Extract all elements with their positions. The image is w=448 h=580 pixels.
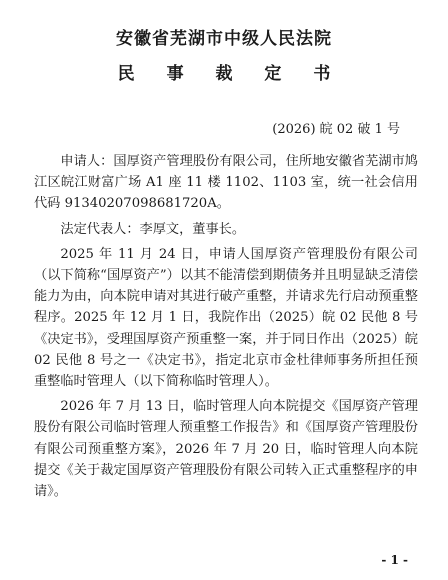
background-paragraph: 2025 年 11 月 24 日，申请人国厚资产管理股份有限公司（以下简称“国厚资产”）以其不能清偿到期债务并且明显缺乏清偿能力为由，向本院申请对其进行破产重整，并请求先行启动预重整程序。2025 年 12 月 1 日，我院作出（2025）皖 02 民他 8 号《决定书》，受理国厚资产预重整一案，并于同日作出（2025）皖 02 民他 8 号之一《决定书》，指定北京市金杜律师事务所担任预重整临时管理人（以下简称临时管理人）。 — [34, 246, 418, 390]
document-body — [34, 151, 418, 506]
document-type-heading: 民 事 裁 定 书 — [117, 64, 344, 84]
applicant-paragraph: 申请人：国厚资产管理股份有限公司，住所地安徽省芜湖市鸠江区皖江财富广场 A1 座 11 楼 1102、1103 室，统一社会信用代码 91340207098681720A。 — [34, 154, 418, 212]
case-number: (2026) 皖 02 破 1 号 — [272, 122, 400, 137]
legal-representative-paragraph: 法定代表人：李厚文，董事长。 — [60, 221, 246, 237]
page-number: - 1 - — [381, 553, 408, 567]
submission-paragraph: 2026 年 7 月 13 日，临时管理人向本院提交《国厚资产管理股份有限公司临时管理人预重整工作报告》和《国厚资产管理股份有限公司预重整方案》，2026 年 7 月 20 日，临时管理人向本院提交《关于裁定国厚资产管理股份有限公司转入正式重整程序的申请》。 — [34, 399, 418, 500]
court-name-heading: 安徽省芜湖市中级人民法院 — [116, 29, 332, 49]
